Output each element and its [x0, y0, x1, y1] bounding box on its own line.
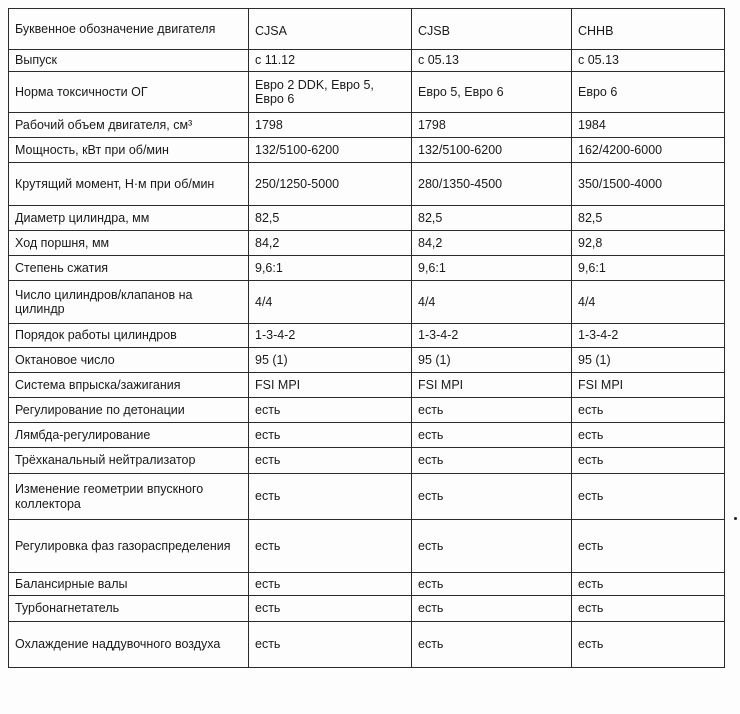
cell-chhb: 9,6:1: [572, 256, 725, 281]
cell-cjsb: FSI MPI: [412, 373, 572, 398]
row-label: Октановое число: [9, 348, 249, 373]
cell-cjsa: есть: [249, 520, 412, 573]
table-row: [9, 113, 725, 138]
row-label: Лямбда-регулирование: [9, 423, 249, 448]
table-row: [9, 324, 725, 348]
cell-chhb: с 05.13: [572, 50, 725, 72]
cell-cjsa: есть: [249, 622, 412, 668]
cell-chhb: 1-3-4-2: [572, 324, 725, 348]
cell-cjsb: 84,2: [412, 231, 572, 256]
row-label: Регулировка фаз газораспределения: [9, 520, 249, 573]
cell-chhb: есть: [572, 622, 725, 668]
cell-cjsa: есть: [249, 423, 412, 448]
row-label: Мощность, кВт при об/мин: [9, 138, 249, 163]
cell-cjsb: есть: [412, 423, 572, 448]
cell-cjsa: FSI MPI: [249, 373, 412, 398]
cell-cjsb: есть: [412, 448, 572, 474]
cell-cjsb: 82,5: [412, 206, 572, 231]
table-row: [9, 163, 725, 206]
row-label: Трёхканальный нейтрализатор: [9, 448, 249, 474]
row-label: Число цилиндров/клапанов на цилиндр: [9, 281, 249, 324]
cell-chhb: есть: [572, 520, 725, 573]
cell-cjsa: есть: [249, 573, 412, 596]
cell-cjsa: 82,5: [249, 206, 412, 231]
row-label: Выпуск: [9, 50, 249, 72]
cell-chhb: 162/4200-6000: [572, 138, 725, 163]
table-header-row: [9, 9, 725, 50]
header-parameter-cell: Буквенное обозначение двигателя: [9, 9, 249, 50]
cell-cjsb: есть: [412, 398, 572, 423]
cell-chhb: 92,8: [572, 231, 725, 256]
scan-speck: [734, 517, 737, 520]
cell-chhb: есть: [572, 398, 725, 423]
row-label: Рабочий объем двигателя, см³: [9, 113, 249, 138]
header-engine-cjsa: CJSA: [249, 9, 412, 50]
table-row: [9, 573, 725, 596]
row-label: Степень сжатия: [9, 256, 249, 281]
row-label: Порядок работы цилиндров: [9, 324, 249, 348]
row-label: Регулирование по детонации: [9, 398, 249, 423]
row-label: Норма токсичности ОГ: [9, 72, 249, 113]
cell-chhb: 1984: [572, 113, 725, 138]
cell-chhb: 350/1500-4000: [572, 163, 725, 206]
cell-chhb: есть: [572, 448, 725, 474]
table-row: [9, 348, 725, 373]
cell-cjsa: есть: [249, 448, 412, 474]
table-row: [9, 206, 725, 231]
table-row: [9, 373, 725, 398]
cell-chhb: 82,5: [572, 206, 725, 231]
cell-cjsb: 132/5100-6200: [412, 138, 572, 163]
row-label: Балансирные валы: [9, 573, 249, 596]
cell-cjsb: 95 (1): [412, 348, 572, 373]
cell-chhb: FSI MPI: [572, 373, 725, 398]
cell-cjsb: с 05.13: [412, 50, 572, 72]
cell-cjsa: 84,2: [249, 231, 412, 256]
cell-cjsb: есть: [412, 622, 572, 668]
cell-cjsa: есть: [249, 596, 412, 622]
cell-chhb: 95 (1): [572, 348, 725, 373]
table-row: [9, 138, 725, 163]
cell-cjsb: есть: [412, 474, 572, 520]
engine-spec-table: [8, 8, 725, 668]
cell-cjsa: 132/5100-6200: [249, 138, 412, 163]
cell-chhb: есть: [572, 474, 725, 520]
cell-cjsb: 280/1350-4500: [412, 163, 572, 206]
cell-cjsa: 95 (1): [249, 348, 412, 373]
cell-cjsa: 1-3-4-2: [249, 324, 412, 348]
table-row: [9, 281, 725, 324]
cell-cjsa: с 11.12: [249, 50, 412, 72]
cell-cjsa: 4/4: [249, 281, 412, 324]
cell-cjsa: Евро 2 DDK, Евро 5, Евро 6: [249, 72, 412, 113]
table-row: [9, 448, 725, 474]
row-label: Изменение геометрии впускного коллектора: [9, 474, 249, 520]
cell-cjsa: 250/1250-5000: [249, 163, 412, 206]
row-label: Охлаждение наддувочного воздуха: [9, 622, 249, 668]
row-label: Турбонагнетатель: [9, 596, 249, 622]
table-row: [9, 474, 725, 520]
table-row: [9, 398, 725, 423]
cell-chhb: есть: [572, 573, 725, 596]
cell-cjsb: есть: [412, 520, 572, 573]
cell-cjsb: 4/4: [412, 281, 572, 324]
cell-cjsb: есть: [412, 596, 572, 622]
table-row: [9, 72, 725, 113]
cell-cjsb: 9,6:1: [412, 256, 572, 281]
cell-cjsa: есть: [249, 474, 412, 520]
cell-cjsb: 1798: [412, 113, 572, 138]
row-label: Диаметр цилиндра, мм: [9, 206, 249, 231]
cell-cjsa: есть: [249, 398, 412, 423]
row-label: Крутящий момент, Н·м при об/мин: [9, 163, 249, 206]
header-engine-cjsb: CJSB: [412, 9, 572, 50]
table-row: [9, 520, 725, 573]
table-row: [9, 423, 725, 448]
cell-cjsb: 1-3-4-2: [412, 324, 572, 348]
table-row: [9, 256, 725, 281]
cell-chhb: 4/4: [572, 281, 725, 324]
table-row: [9, 231, 725, 256]
header-engine-chhb: CHHB: [572, 9, 725, 50]
table-row: [9, 596, 725, 622]
cell-cjsa: 9,6:1: [249, 256, 412, 281]
cell-chhb: есть: [572, 596, 725, 622]
cell-cjsa: 1798: [249, 113, 412, 138]
row-label: Ход поршня, мм: [9, 231, 249, 256]
row-label: Система впрыска/зажигания: [9, 373, 249, 398]
cell-cjsb: Евро 5, Евро 6: [412, 72, 572, 113]
table-row: [9, 50, 725, 72]
table-row: [9, 622, 725, 668]
cell-chhb: Евро 6: [572, 72, 725, 113]
cell-cjsb: есть: [412, 573, 572, 596]
cell-chhb: есть: [572, 423, 725, 448]
